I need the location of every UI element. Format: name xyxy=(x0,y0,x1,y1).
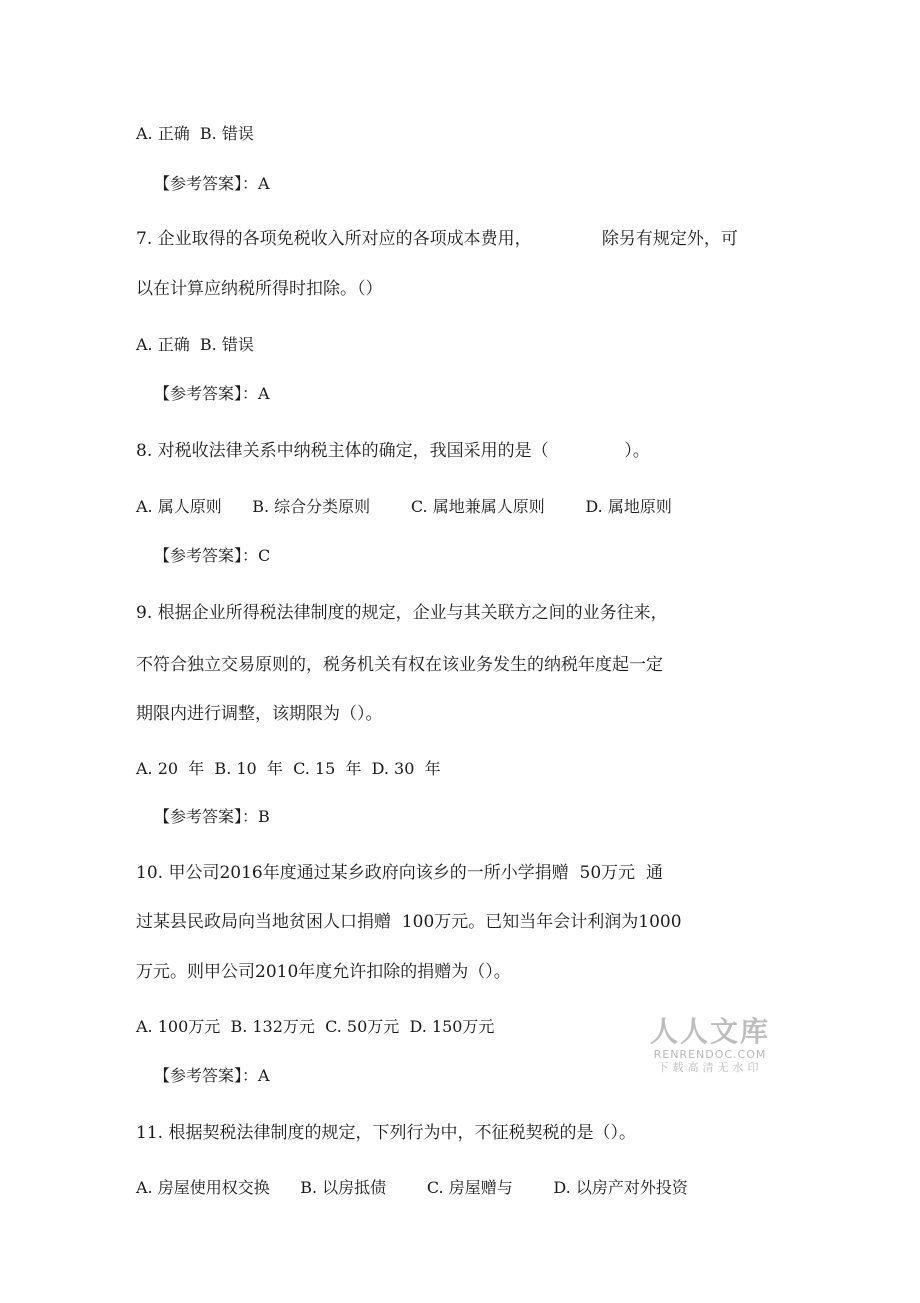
option-line: A. 20 年 B. 10 年 C. 15 年 D. 30 年 xyxy=(136,759,441,778)
watermark-site: RENRENDOC.COM xyxy=(653,1048,767,1061)
question-line: 期限内进行调整，该期限为（）。 xyxy=(136,704,383,724)
option-line: A. 正确 B. 错误 xyxy=(136,335,254,354)
question-line: 以在计算应纳税所得时扣除。（） xyxy=(136,279,383,299)
option-line: A. 房屋使用权交换 B. 以房抵债 C. 房屋赠与 D. 以房产对外投资 xyxy=(136,1178,688,1197)
question-line: 8. 对税收法律关系中纳税主体的确定，我国采用的是（ ）。 xyxy=(136,441,650,461)
option-line: A. 100万元 B. 132万元 C. 50万元 D. 150万元 xyxy=(136,1017,495,1036)
question-line: 不符合独立交易原则的，税务机关有权在该业务发生的纳税年度起一定 xyxy=(136,655,663,675)
answer-line: 【参考答案】：B xyxy=(154,807,270,826)
watermark-title: 人人文库 xyxy=(649,1015,770,1048)
question-line: 10. 甲公司2016年度通过某乡政府向该乡的一所小学捐赠 50万元 通 xyxy=(136,863,663,883)
option-line: A. 正确 B. 错误 xyxy=(136,124,254,143)
watermark-subtitle: 下载高清无水印 xyxy=(657,1061,763,1074)
question-line: 7. 企业取得的各项免税收入所对应的各项成本费用， 除另有规定外，可 xyxy=(136,229,738,249)
watermark-logo xyxy=(648,1016,772,1074)
question-line: 11. 根据契税法律制度的规定，下列行为中，不征税契税的是（）。 xyxy=(136,1123,636,1143)
option-line: A. 属人原则 B. 综合分类原则 C. 属地兼属人原则 D. 属地原则 xyxy=(136,497,672,516)
answer-line: 【参考答案】：C xyxy=(154,546,271,565)
question-line: 9. 根据企业所得税法律制度的规定，企业与其关联方之间的业务往来， xyxy=(136,603,668,623)
answer-line: 【参考答案】：A xyxy=(154,384,270,403)
answer-line: 【参考答案】：A xyxy=(154,1066,270,1085)
question-line: 过某县民政局向当地贫困人口捐赠 100万元。已知当年会计利润为1000 xyxy=(136,912,682,932)
question-line: 万元。则甲公司2010年度允许扣除的捐赠为（）。 xyxy=(136,962,511,982)
answer-line: 【参考答案】：A xyxy=(154,174,270,193)
